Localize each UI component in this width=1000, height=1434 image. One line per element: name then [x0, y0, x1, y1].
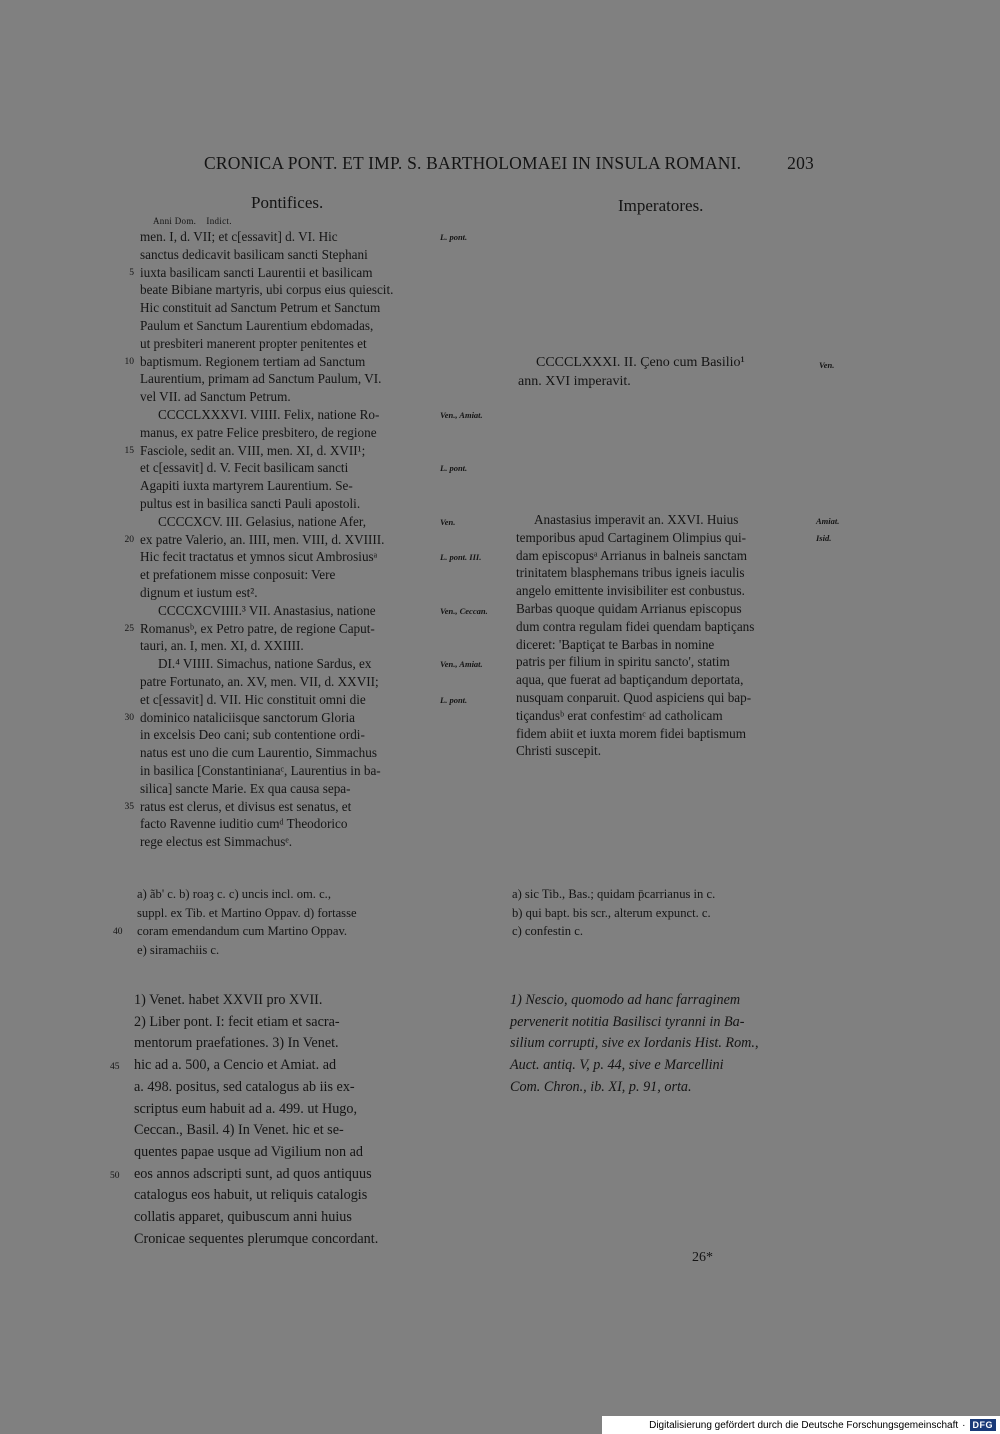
line-number: 20: [124, 534, 134, 545]
text-line: [516, 511, 808, 529]
line-text: a. 498. positus, sed catalogus ab iis ex-: [134, 1078, 355, 1095]
line-text: Cronicae sequentes plerumque concordant.: [134, 1230, 379, 1247]
line-text: c) confestin c.: [512, 924, 583, 938]
line-text: silium corrupti, sive ex Iordanis Hist. Rom.,: [510, 1035, 759, 1052]
footnote-line: [134, 1012, 429, 1034]
line-text: coram emendandum cum Martino Oppav.: [137, 924, 348, 938]
marginal-siglum: Ven., Amiat.: [440, 410, 483, 420]
right-entry-anastasius: [516, 511, 808, 760]
line-number: 10: [124, 356, 134, 367]
line-number: 15: [124, 445, 134, 456]
marginal-siglum: Ven., Ceccan.: [440, 605, 488, 616]
line-number: 50: [110, 1170, 120, 1181]
text-line: [124, 442, 432, 460]
right-footnotes: [510, 990, 810, 1099]
text-line: [140, 566, 432, 584]
line-text: diceret: 'Baptiçat te Barbas in nomine: [516, 636, 715, 652]
text-line: [516, 547, 808, 565]
line-text: quentes papae usque ad Vigilium non ad: [134, 1143, 363, 1160]
footnote-line: [510, 1077, 810, 1099]
footnote-line: [134, 1033, 429, 1055]
text-line: [129, 264, 432, 282]
line-text: et prefationem misse conposuit: Vere: [140, 567, 336, 583]
line-text: catalogus eos habuit, ut reliquis catalogis: [134, 1187, 368, 1204]
footer-bar: Digitalisierung gefördert durch die Deutsche Forschungsgemeinschaft · DFG: [602, 1416, 1000, 1434]
line-text: a) ãb' c. b) roaȝ c. c) uncis incl. om. c.,: [137, 887, 331, 901]
text-line: [140, 228, 432, 246]
line-text: patre Fortunato, an. XV, men. VII, d. XXVII;: [140, 673, 379, 689]
line-number: 30: [124, 712, 134, 723]
text-line: [140, 281, 432, 299]
text-line: [124, 709, 432, 727]
left-footnotes: [110, 990, 429, 1250]
line-text: Auct. antiq. V, p. 44, sive e Marcellini: [510, 1057, 724, 1074]
footnote-line: [110, 1055, 429, 1077]
line-text: aqua, que fuerat ad baptiçandum deportata,: [516, 672, 744, 688]
left-critical-notes: [113, 885, 437, 959]
text-line: [516, 689, 808, 707]
line-text: Romanusᵇ, ex Petro patre, de regione Caput-: [140, 620, 375, 636]
line-text: Laurentium, primam ad Sanctum Paulum, VI.: [140, 371, 382, 387]
line-text: natus est uno die cum Laurentio, Simmachus: [140, 745, 377, 761]
text-line: [140, 477, 432, 495]
left-column-text: [124, 228, 432, 851]
text-line: [140, 459, 432, 477]
line-text: Paulum et Sanctum Laurentium ebdomadas,: [140, 317, 374, 333]
text-line: [516, 582, 808, 600]
line-text: pervenerit notitia Basilisci tyranni in Ba-: [510, 1013, 745, 1030]
line-number: 35: [124, 801, 134, 812]
line-text: vel VII. ad Sanctum Petrum.: [140, 389, 291, 405]
line-text: a) sic Tib., Bas.; quidam p̄carrianus in c.: [512, 887, 716, 901]
marginal-siglum: L. pont.: [440, 463, 468, 474]
line-text: temporibus apud Cartaginem Olimpius qui-: [516, 529, 747, 545]
footnote-line: [510, 1055, 810, 1077]
line-text: tiçandusᵇ erat confestimᶜ ad catholicam: [516, 707, 723, 723]
line-text: ratus est clerus, et divisus est senatus, et: [140, 798, 352, 814]
line-text: facto Ravenne iuditio cumᵈ Theodorico: [140, 816, 348, 832]
line-text: 2) Liber pont. I: fecit etiam et sacra-: [134, 1013, 340, 1030]
text-line: [516, 671, 808, 689]
line-text: Barbas quoque quidam Arrianus episcopus: [516, 600, 742, 616]
left-column-heading: Pontifices.: [251, 193, 324, 212]
text-line: [124, 620, 432, 638]
line-text: DI.⁴ VIIII. Simachus, natione Sardus, ex: [158, 656, 372, 672]
right-column-heading: Imperatores.: [618, 196, 704, 215]
right-critical-notes: [512, 885, 812, 941]
line-text: ut presbiteri manerent propter penitentes et: [140, 335, 367, 351]
line-text: beate Bibiane martyris, ubi corpus eius quiescit.: [140, 282, 394, 298]
line-text: collatis apparet, quibuscum anni huius: [134, 1209, 352, 1226]
line-text: in excelsis Deo cani; sub contentione ordi-: [140, 727, 365, 743]
line-text: Hic fecit tractatus et ymnos sicut Ambrosiusᵃ: [140, 549, 378, 565]
marginal-siglum: Isid.: [816, 533, 832, 543]
line-text: in basilica [Constantinianaᶜ, Laurentius in ba-: [140, 762, 381, 778]
line-text: mentorum praefationes. 3) In Venet.: [134, 1035, 339, 1052]
text-line: [140, 780, 432, 798]
line-text: CCCCLXXXVI. VIIII. Felix, natione Ro-: [158, 406, 380, 422]
text-line: [124, 531, 432, 549]
footnote-line: [110, 1164, 429, 1186]
footer-text: Digitalisierung gefördert durch die Deutsche Forschungsgemeinschaft: [649, 1419, 959, 1431]
text-line: [140, 513, 432, 531]
critical-note-line: [512, 922, 812, 941]
line-text: suppl. ex Tib. et Martino Oppav. d) fortasse: [137, 905, 357, 920]
footnote-line: [134, 1207, 429, 1229]
text-line: [140, 744, 432, 762]
line-text: tauri, an. I, men. XI, d. XXIIII.: [140, 638, 304, 654]
right-entry-line: ann. XVI imperavit.: [518, 374, 631, 389]
line-text: 1) Nescio, quomodo ad hanc farraginem: [510, 992, 741, 1008]
text-line: [516, 742, 808, 760]
text-line: [140, 388, 432, 406]
text-line: [140, 317, 432, 335]
dfg-logo-icon: DFG: [970, 1419, 997, 1431]
marginal-siglum: L. pont.: [440, 232, 468, 242]
line-text: trinitatem blasphemans tribus igneis iaculis: [516, 565, 745, 581]
text-line: [140, 406, 432, 424]
text-line: [140, 246, 432, 264]
footnote-line: [510, 990, 810, 1012]
text-line: [140, 637, 432, 655]
text-line: [140, 673, 432, 691]
text-line: [140, 691, 432, 709]
line-text: hic ad a. 500, a Cencio et Amiat. ad: [134, 1057, 337, 1074]
critical-note-line: [137, 941, 437, 960]
marginal-siglum: Ven., Amiat.: [440, 659, 483, 670]
footnote-line: [134, 1099, 429, 1121]
text-line: [516, 653, 808, 671]
line-text: CCCCXCVIIII.³ VII. Anastasius, natione: [158, 602, 376, 618]
text-line: [140, 424, 432, 442]
right-entry-line: CCCCLXXXI. II. Çeno cum Basilio¹: [536, 355, 745, 370]
text-line: [140, 602, 432, 620]
text-line: [516, 529, 808, 547]
text-line: [140, 833, 432, 851]
line-number: 25: [124, 623, 134, 634]
marginal-siglum: L. pont. III.: [440, 552, 482, 563]
text-line: [516, 564, 808, 582]
line-text: Anastasius imperavit an. XXVI. Huius: [534, 512, 739, 527]
line-text: Agapiti iuxta martyrem Laurentium. Se-: [140, 478, 353, 494]
line-text: Ceccan., Basil. 4) In Venet. hic et se-: [134, 1122, 344, 1139]
line-text: silica] sancte Marie. Ex qua causa sepa-: [140, 780, 351, 796]
marginal-siglum: Ven.: [440, 516, 456, 527]
text-line: [140, 548, 432, 566]
critical-note-line: [512, 904, 812, 923]
text-line: [140, 495, 432, 513]
running-header: [204, 153, 814, 174]
line-text: 1) Venet. habet XXVII pro XVII.: [134, 992, 323, 1008]
line-text: CCCCXCV. III. Gelasius, natione Afer,: [158, 513, 367, 529]
line-text: pultus est in basilica sancti Pauli apostoli.: [140, 495, 361, 511]
line-text: et c[essavit] d. V. Fecit basilicam sancti: [140, 460, 349, 476]
text-line: [516, 600, 808, 618]
right-entry-ceno: [518, 353, 813, 391]
left-column-subheading: Anni Dom. Indict.: [153, 216, 232, 226]
text-line: [124, 798, 432, 816]
text-line: [140, 299, 432, 317]
page-title: CRONICA PONT. ET IMP. S. BARTHOLOMAEI IN INSULA ROMANI.: [204, 153, 742, 173]
line-number: 40: [113, 927, 123, 937]
text-line: [516, 636, 808, 654]
marginal-siglum: L. pont.: [440, 694, 468, 705]
line-text: nusquam conparuit. Quod aspiciens qui bap-: [516, 689, 752, 705]
line-text: dum contra regulam fidei quendam baptiçans: [516, 618, 755, 634]
text-line: [124, 353, 432, 371]
line-text: rege electus est Simmachusᵉ.: [140, 834, 293, 850]
text-line: [140, 815, 432, 833]
line-number: 45: [110, 1062, 120, 1073]
text-line: [140, 762, 432, 780]
text-line: [516, 618, 808, 636]
text-line: [140, 655, 432, 673]
line-text: sanctus dedicavit basilicam sancti Stephani: [140, 246, 368, 262]
line-text: et c[essavit] d. VII. Hic constituit omni die: [140, 691, 366, 707]
critical-note-line: [113, 922, 437, 941]
text-line: [516, 707, 808, 725]
line-text: men. I, d. VII; et c[essavit] d. VI. Hic: [140, 229, 338, 244]
line-text: Christi suscepit.: [516, 743, 601, 759]
line-text: eos annos adscripti sunt, ad quos antiquus: [134, 1165, 372, 1182]
text-line: [140, 726, 432, 744]
marginal-siglum: Amiat.: [816, 516, 840, 526]
critical-note-line: [137, 885, 437, 904]
line-text: fidem abiit et iuxta morem fidei baptismum: [516, 725, 746, 741]
line-text: Fasciole, sedit an. VIII, men. XI, d. XVII¹;: [140, 442, 366, 458]
line-text: angelo emittente invisibiliter est conbustus.: [516, 583, 745, 599]
line-text: scriptus eum habuit ad a. 499. ut Hugo,: [134, 1100, 358, 1117]
critical-note-line: [137, 904, 437, 923]
footnote-line: [134, 1142, 429, 1164]
line-text: iuxta basilicam sancti Laurentii et basilicam: [140, 264, 373, 280]
footnote-line: [510, 1012, 810, 1034]
text-line: [516, 725, 808, 743]
footnote-line: [510, 1033, 810, 1055]
line-number: 5: [129, 267, 134, 278]
line-text: ex patre Valerio, an. IIII, men. VIII, d. XVIIII.: [140, 531, 385, 547]
footnote-line: [134, 1077, 429, 1099]
line-text: manus, ex patre Felice presbitero, de regione: [140, 424, 377, 440]
text-line: [140, 370, 432, 388]
footnote-line: [134, 1185, 429, 1207]
critical-note-line: [512, 885, 812, 904]
text-line: [140, 335, 432, 353]
line-text: e) siramachiis c.: [137, 942, 220, 957]
line-text: dam episcopusᵃ Arrianus in balneis sanctam: [516, 547, 748, 563]
footnote-line: [134, 990, 429, 1012]
line-text: Hic constituit ad Sanctum Petrum et Sanctum: [140, 300, 381, 316]
text-line: [140, 584, 432, 602]
marginal-siglum: Ven.: [819, 360, 835, 370]
line-text: b) qui bapt. bis scr., alterum expunct. c.: [512, 905, 711, 920]
line-text: patris per filium in spiritu sancto', statim: [516, 654, 730, 670]
footnote-line: [134, 1120, 429, 1142]
line-text: dignum et iustum est².: [140, 584, 258, 600]
footnote-line: [134, 1229, 429, 1251]
signature-mark: 26*: [692, 1250, 713, 1265]
line-text: Com. Chron., ib. XI, p. 91, orta.: [510, 1078, 692, 1095]
page-number: 203: [787, 153, 814, 173]
line-text: baptismum. Regionem tertiam ad Sanctum: [140, 353, 366, 369]
line-text: dominico nataliciisque sanctorum Gloria: [140, 709, 355, 725]
